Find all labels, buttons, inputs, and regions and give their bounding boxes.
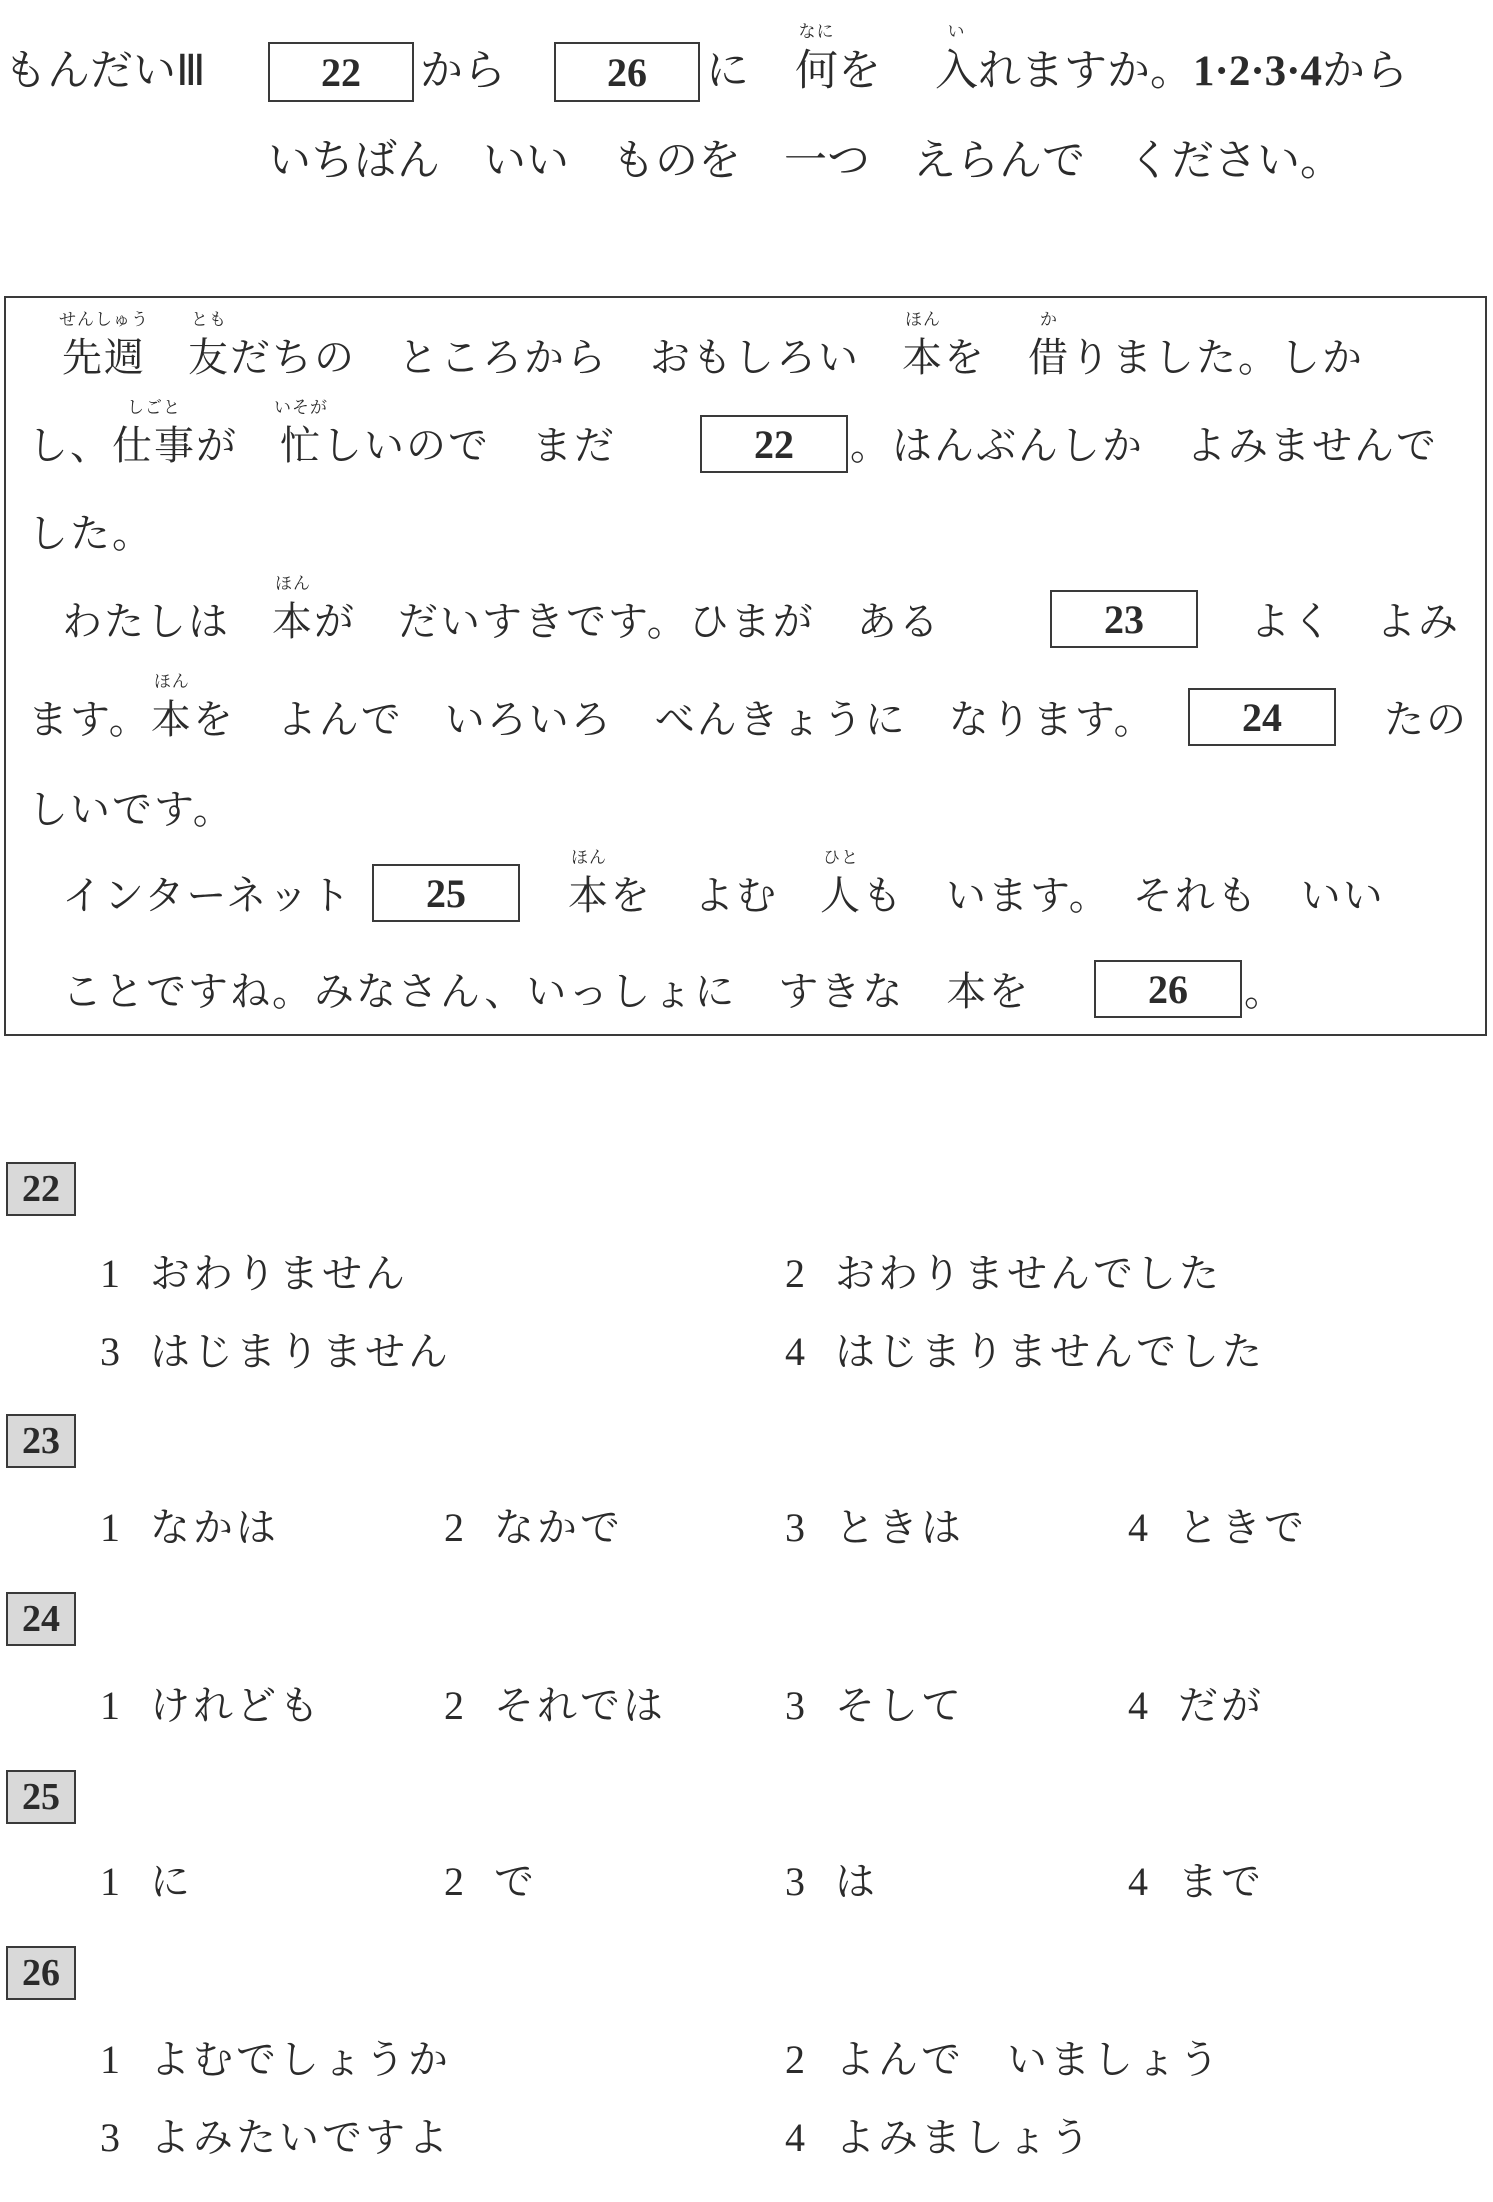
question-number-23: 23 [6,1414,76,1468]
passage-line-2: し、仕事 しごと が 忙 いそが しいので まだ [28,398,616,469]
option-26-2[interactable]: 2 よんで いましょう [785,2037,1222,2083]
passage-line-5: ます。本 ほん を よんで いろいろ べんきょうに なります。 [28,672,1156,743]
passage-line-8: ことですね。みなさん、いっしょに すきな 本を [62,969,1031,1015]
passage-line-6: しいです。 [28,787,235,833]
instruction-nani: 何 なに を [795,22,881,96]
option-22-2[interactable]: 2 おわりませんでした [785,1251,1222,1297]
instruction-box-26: 26 [554,42,700,102]
option-26-3[interactable]: 3 よみたいですよ [100,2115,451,2161]
passage-line-2-rest: 。はんぶんしか よみませんで [850,423,1438,469]
problem-title: もんだいⅢ [4,46,206,96]
reading-passage [4,296,1487,1036]
passage-line-3: した。 [28,511,154,557]
question-number-25: 25 [6,1770,76,1824]
option-25-4[interactable]: 4 まで [1128,1859,1264,1905]
question-number-22: 22 [6,1162,76,1216]
passage-line-7-rest: 本 ほん を よむ 人 ひと も います。 それも いい [568,848,1385,919]
option-25-3[interactable]: 3 は [785,1859,878,1905]
option-22-3[interactable]: 3 はじまりません [100,1329,451,1375]
passage-line-8-end: 。 [1244,969,1286,1015]
option-25-1[interactable]: 1 に [100,1859,193,1905]
option-26-1[interactable]: 1 よむでしょうか [100,2037,451,2083]
passage-line-1: 先週 せんしゅう 友 とも だちの ところから おもしろい 本 ほん を 借 か りました。しか [59,310,1364,381]
option-26-4[interactable]: 4 よみましょう [785,2115,1093,2161]
blank-25[interactable]: 25 [372,864,520,922]
instruction-box-22: 22 [268,42,414,102]
passage-line-5-rest: たの [1384,697,1468,743]
option-23-3[interactable]: 3 ときは [785,1505,964,1551]
passage-line-4-rest: よく よみ [1250,599,1460,645]
question-number-26: 26 [6,1946,76,2000]
option-23-4[interactable]: 4 ときで [1128,1505,1307,1551]
question-number-24: 24 [6,1592,76,1646]
instruction-ni: に [706,46,749,96]
option-24-1[interactable]: 1 けれども [100,1683,322,1729]
instruction-line2: いちばん いい ものを 一つ えらんで ください。 [268,136,1343,186]
option-24-3[interactable]: 3 そして [785,1683,964,1729]
instruction-kara: から [420,46,506,96]
passage-line-7: インターネット [62,873,353,919]
blank-22[interactable]: 22 [700,415,848,473]
blank-23[interactable]: 23 [1050,590,1198,648]
passage-line-4: わたしは 本 ほん が だいすきです。ひまが ある [62,574,941,645]
option-23-1[interactable]: 1 なかは [100,1505,279,1551]
instruction-ireru: 入 い れますか。1·2·3·4から [935,22,1409,96]
option-24-2[interactable]: 2 それでは [444,1683,666,1729]
option-23-2[interactable]: 2 なかで [444,1505,623,1551]
blank-26[interactable]: 26 [1094,960,1242,1018]
option-22-1[interactable]: 1 おわりません [100,1251,408,1297]
blank-24[interactable]: 24 [1188,688,1336,746]
option-24-4[interactable]: 4 だが [1128,1683,1264,1729]
option-25-2[interactable]: 2 で [444,1859,537,1905]
option-22-4[interactable]: 4 はじまりませんでした [785,1329,1265,1375]
